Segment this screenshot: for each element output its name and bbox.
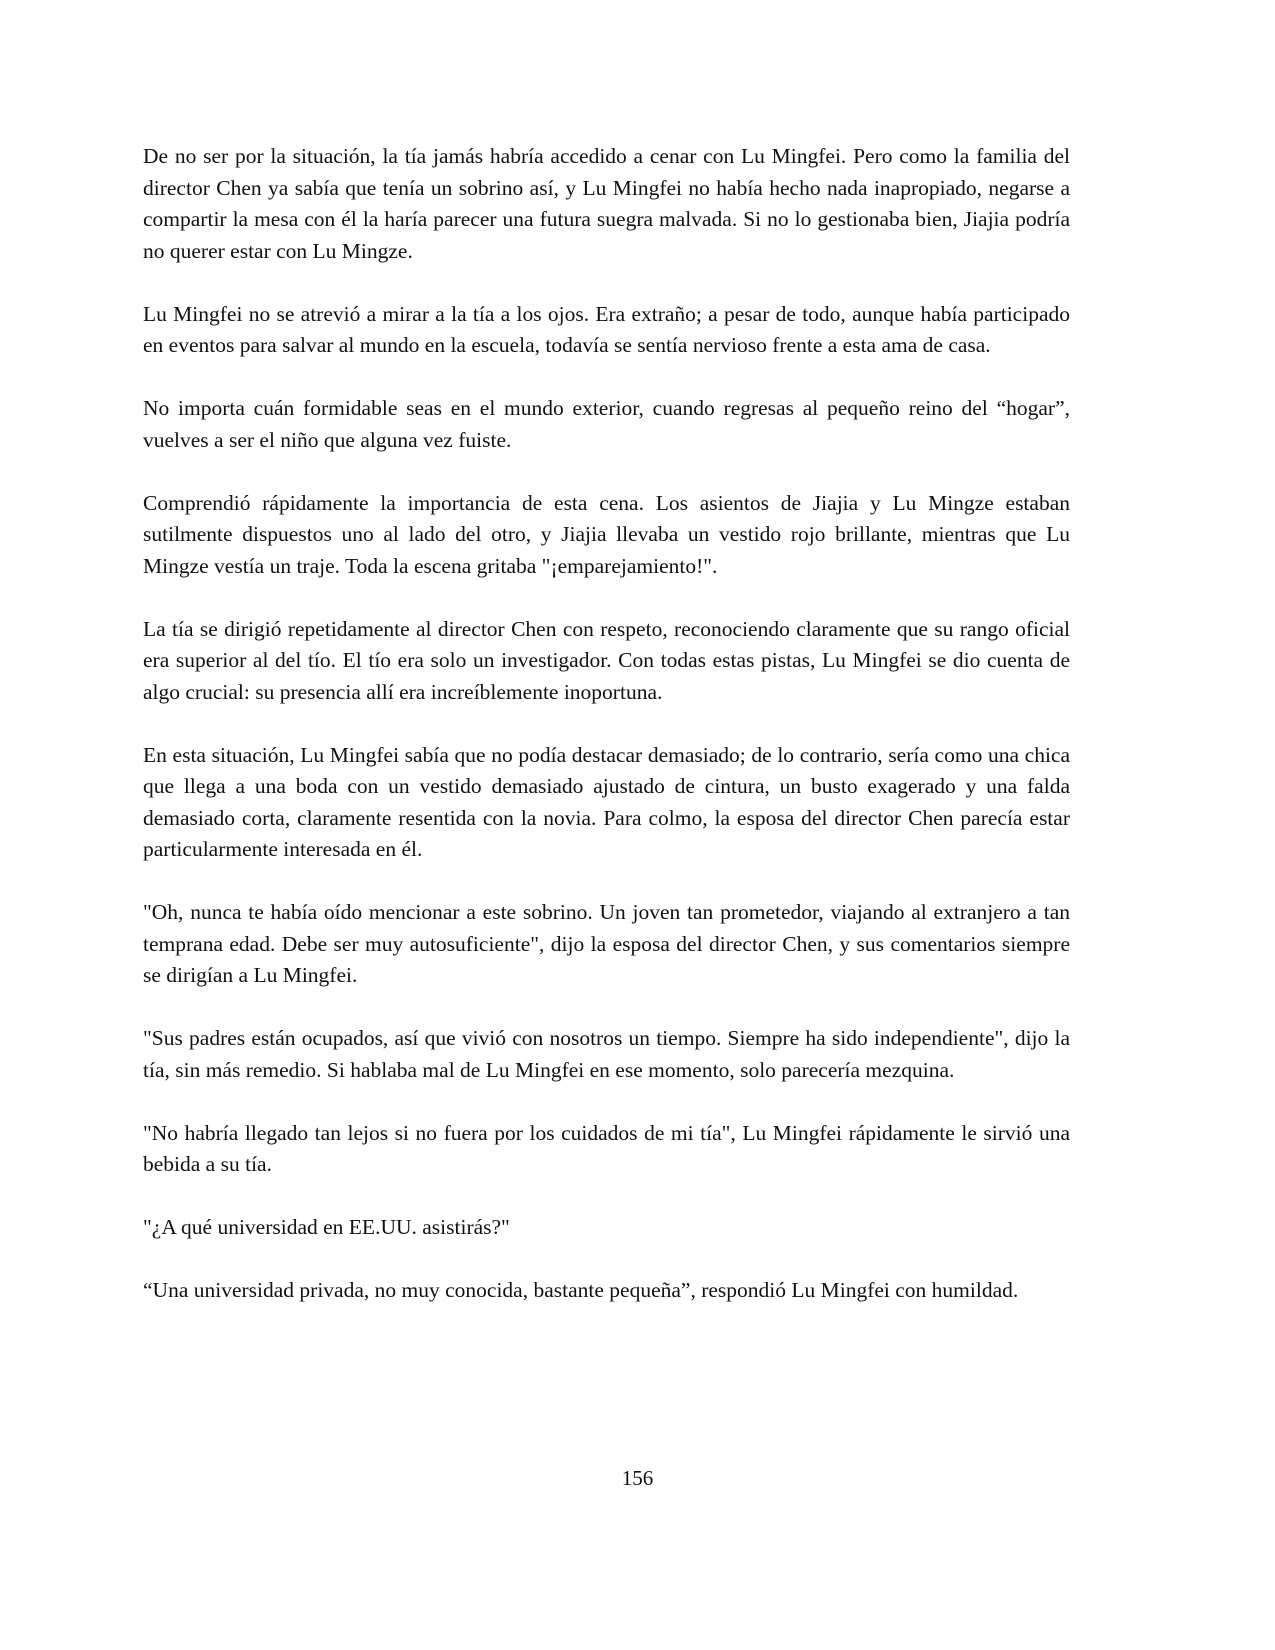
paragraph: "No habría llegado tan lejos si no fuera por los cuidados de mi tía", Lu Mingfei rápidamente le sirvió una bebida a su tía. <box>143 1120 1070 1176</box>
paragraph: "Sus padres están ocupados, así que vivió con nosotros un tiempo. Siempre ha sido independiente", dijo la tía, sin más remedio. Si hablaba mal de Lu Mingfei en ese momento, solo parecería mezquina. <box>143 1026 1070 1082</box>
page-body <box>143 141 1070 1338</box>
paragraph: "¿A qué universidad en EE.UU. asistirás?" <box>143 1215 510 1239</box>
paragraph: Lu Mingfei no se atrevió a mirar a la tía a los ojos. Era extraño; a pesar de todo, aunque había participado en eventos para salvar al mundo en la escuela, todavía se sentía nervioso frente a esta ama de casa. <box>143 301 1070 357</box>
paragraph: De no ser por la situación, la tía jamás habría accedido a cenar con Lu Mingfei. Pero como la familia del director Chen ya sabía que tenía un sobrino así, y Lu Mingfei no había hecho nada inapropiado, negarse a compartir la mesa con él la haría parecer una futura suegra malvada. Si no lo gestionaba bien, Jiajia podría no querer estar con Lu Mingze. <box>143 144 1070 263</box>
paragraph: Comprendió rápidamente la importancia de esta cena. Los asientos de Jiajia y Lu Mingze estaban sutilmente dispuestos uno al lado del otro, y Jiajia llevaba un vestido rojo brillante, mientras que Lu Mingze vestía un traje. Toda la escena gritaba "¡emparejamiento!". <box>143 490 1070 578</box>
paragraph: “Una universidad privada, no muy conocida, bastante pequeña”, respondió Lu Mingfei con humildad. <box>143 1278 1019 1302</box>
paragraph: No importa cuán formidable seas en el mundo exterior, cuando regresas al pequeño reino del “hogar”, vuelves a ser el niño que alguna vez fuiste. <box>143 396 1070 452</box>
paragraph: En esta situación, Lu Mingfei sabía que no podía destacar demasiado; de lo contrario, sería como una chica que llega a una boda con un vestido demasiado ajustado de cintura, un busto exagerado y una falda demasiado corta, claramente resentida con la novia. Para colmo, la esposa del director Chen parecía estar particularmente interesada en él. <box>143 742 1070 861</box>
paragraph: "Oh, nunca te había oído mencionar a este sobrino. Un joven tan prometedor, viajando al extranjero a tan temprana edad. Debe ser muy autosuficiente", dijo la esposa del director Chen, y sus comentarios siempre se dirigían a Lu Mingfei. <box>143 900 1070 987</box>
paragraph: La tía se dirigió repetidamente al director Chen con respeto, reconociendo claramente que su rango oficial era superior al del tío. El tío era solo un investigador. Con todas estas pistas, Lu Mingfei se dio cuenta de algo crucial: su presencia allí era increíblemente inoportuna. <box>143 616 1070 704</box>
page-number: 156 <box>621 1466 654 1490</box>
